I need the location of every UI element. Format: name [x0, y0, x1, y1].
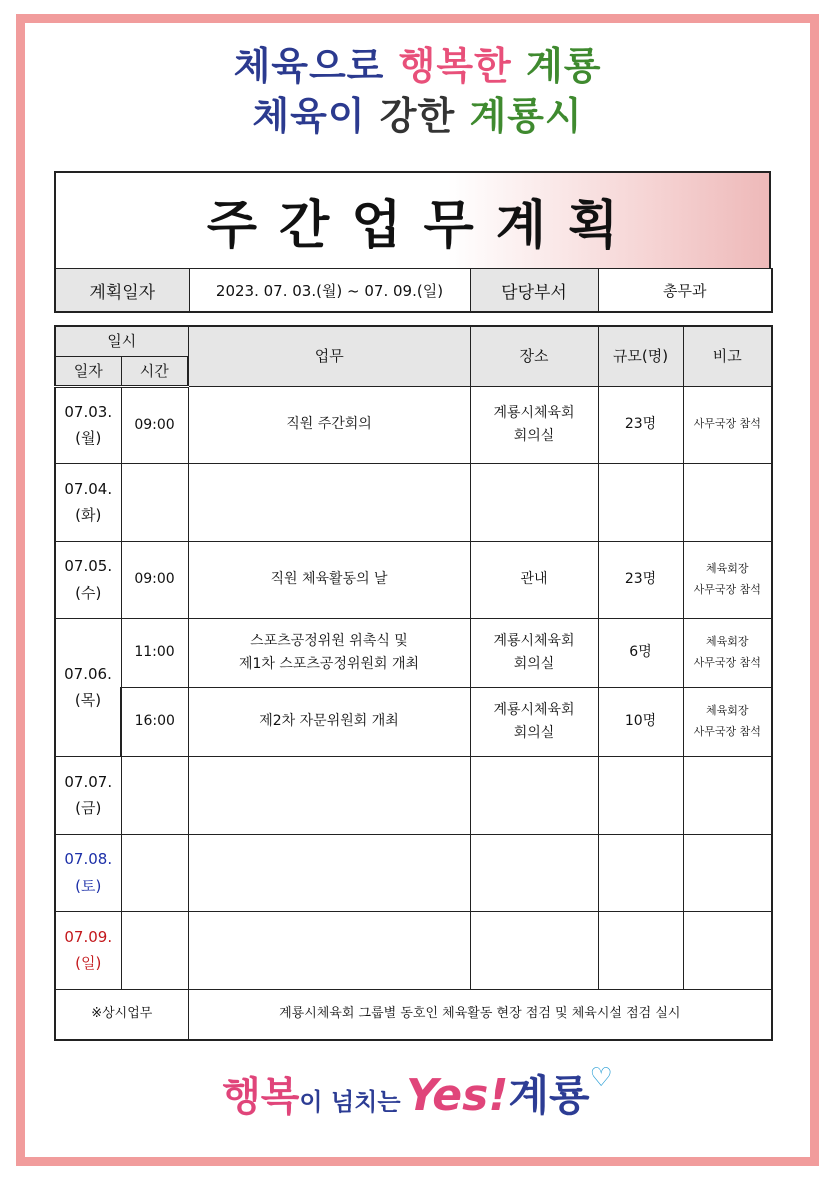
slogan-line-1 [0, 44, 835, 88]
slogan-2a: 체육이 [252, 94, 366, 138]
table-row [55, 463, 772, 541]
row-scale: 6명 [598, 618, 683, 687]
plan-date-value: 2023. 07. 03.(월) ~ 07. 09.(일) [189, 269, 470, 313]
row-task: 스포츠공정위원 위촉식 및 제1차 스포츠공정위원회 개최 [188, 618, 470, 687]
slogan-1b: 행복한 [398, 44, 512, 88]
footer-word-2: 이 넘치는 [299, 1088, 401, 1116]
row-date: 07.04. (화) [55, 463, 121, 541]
row-time: 11:00 [121, 618, 188, 687]
header-day: 일자 [55, 356, 121, 386]
slogan-1c: 계룡 [526, 44, 602, 88]
row-remarks: 체육회장 사무국장 참석 [683, 687, 772, 756]
row-date: 07.05. (수) [55, 541, 121, 618]
row-remarks: 체육회장 사무국장 참석 [683, 541, 772, 618]
slogan-1a: 체육으로 [233, 44, 385, 88]
heart-icon: ♡ [589, 1063, 613, 1093]
header-scale: 규모(명) [598, 326, 683, 386]
row-place: 계룡시체육회 회의실 [470, 687, 598, 756]
footer-word-3: Yes! [406, 1070, 509, 1121]
table-row [55, 618, 772, 687]
row-place: 계룡시체육회 회의실 [470, 386, 598, 463]
header-time: 시간 [121, 356, 188, 386]
document-title-box [54, 171, 771, 269]
info-table [54, 268, 773, 313]
schedule-table [54, 325, 773, 1041]
routine-text: 계룡시체육회 그룹별 동호인 체육활동 현장 점검 및 체육시설 점검 실시 [188, 989, 772, 1040]
routine-row [55, 989, 772, 1040]
plan-date-label: 계획일자 [55, 269, 189, 313]
row-date-sunday: 07.09. (일) [55, 911, 121, 989]
row-scale: 10명 [598, 687, 683, 756]
table-row [55, 834, 772, 911]
row-place: 계룡시체육회 회의실 [470, 618, 598, 687]
row-time: 09:00 [121, 386, 188, 463]
table-row [55, 911, 772, 989]
header-place: 장소 [470, 326, 598, 386]
row-task: 직원 체육활동의 날 [188, 541, 470, 618]
row-date: 07.06. (목) [55, 618, 121, 756]
footer-slogan [0, 1063, 835, 1123]
slogan-2c: 계룡시 [469, 94, 583, 138]
header-task: 업무 [188, 326, 470, 386]
row-date: 07.03. (월) [55, 386, 121, 463]
table-row [55, 687, 772, 756]
header-remarks: 비고 [683, 326, 772, 386]
dept-value: 총무과 [598, 269, 772, 313]
document-title: 주간업무계획 [206, 196, 641, 256]
header-date-group: 일시 [55, 326, 188, 356]
row-remarks: 체육회장 사무국장 참석 [683, 618, 772, 687]
row-scale: 23명 [598, 386, 683, 463]
footer-word-1: 행복 [222, 1074, 300, 1120]
table-row [55, 756, 772, 834]
routine-label: ※상시업무 [55, 989, 188, 1040]
row-task: 직원 주간회의 [188, 386, 470, 463]
row-date: 07.07. (금) [55, 756, 121, 834]
row-place: 관내 [470, 541, 598, 618]
table-row [55, 386, 772, 463]
row-time: 09:00 [121, 541, 188, 618]
table-row [55, 541, 772, 618]
row-remarks: 사무국장 참석 [683, 386, 772, 463]
row-task: 제2차 자문위원회 개최 [188, 687, 470, 756]
row-scale: 23명 [598, 541, 683, 618]
footer-word-4: 계룡 [508, 1071, 590, 1120]
slogan-line-2 [0, 94, 835, 138]
dept-label: 담당부서 [470, 269, 598, 313]
row-time: 16:00 [121, 687, 188, 756]
row-date-saturday: 07.08. (토) [55, 834, 121, 911]
slogan-2b: 강한 [379, 94, 456, 138]
